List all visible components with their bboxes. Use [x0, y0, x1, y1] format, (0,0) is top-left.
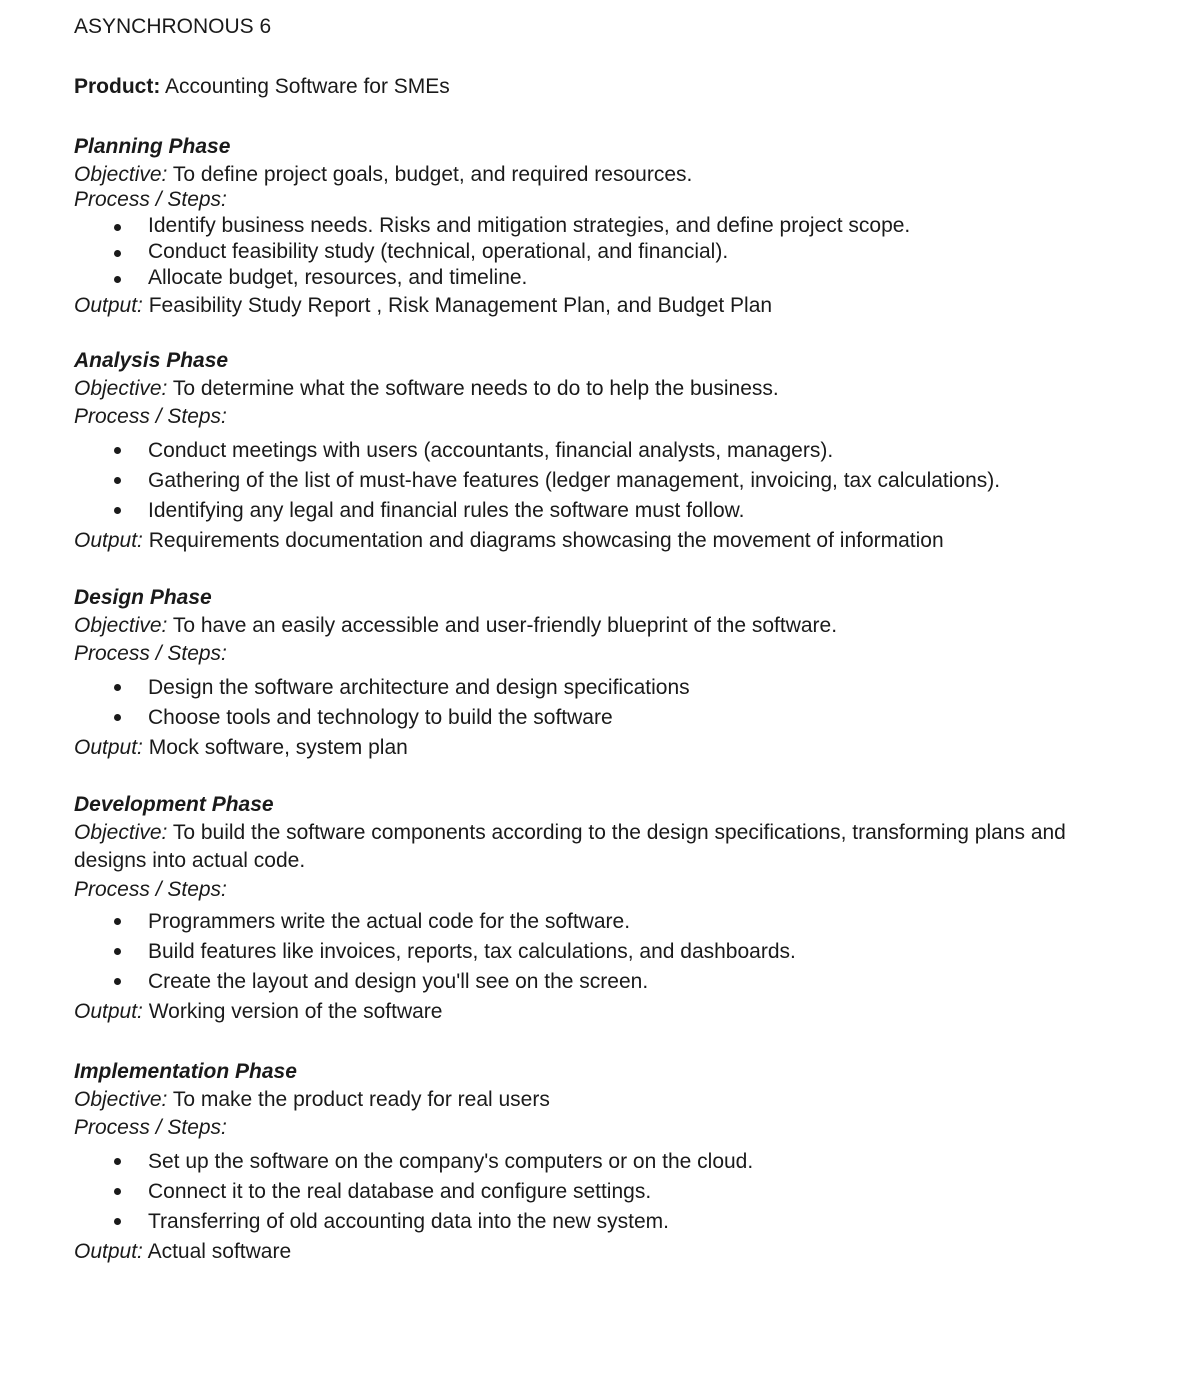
- objective-text: To define project goals, budget, and required resources.: [172, 163, 693, 186]
- section-heading: Planning Phase: [74, 135, 231, 158]
- objective-line: [74, 1086, 1134, 1115]
- objective-label: Objective:: [74, 377, 168, 400]
- section-implementation: [74, 1057, 1134, 1265]
- objective-line: [74, 612, 1134, 641]
- process-label: Process / Steps:: [74, 642, 227, 665]
- list-item: Set up the software on the company's computers or on the cloud.: [112, 1147, 1134, 1177]
- section-heading: Implementation Phase: [74, 1060, 297, 1083]
- product-value: Accounting Software for SMEs: [165, 75, 450, 98]
- objective-text: To build the software components according to the design specifications, transforming plans and designs into actual code.: [74, 821, 1066, 872]
- steps-list: [74, 213, 1134, 291]
- process-label: Process / Steps:: [74, 878, 227, 901]
- section-design: [74, 583, 1134, 761]
- output-label: Output:: [74, 294, 143, 317]
- section-heading: Design Phase: [74, 586, 212, 609]
- output-label: Output:: [74, 736, 143, 759]
- output-text: Requirements documentation and diagrams showcasing the movement of information: [148, 529, 944, 552]
- list-item: Build features like invoices, reports, tax calculations, and dashboards.: [112, 937, 1104, 967]
- list-item: Programmers write the actual code for the software.: [112, 907, 1104, 937]
- objective-label: Objective:: [74, 163, 168, 186]
- objective-line: [74, 375, 1134, 404]
- section-heading: Development Phase: [74, 793, 274, 816]
- list-item: Conduct feasibility study (technical, operational, and financial).: [112, 239, 1134, 265]
- output-line: [74, 1239, 1134, 1265]
- list-item: Conduct meetings with users (accountants, financial analysts, managers).: [112, 436, 1134, 466]
- output-line: [74, 293, 1134, 319]
- output-text: Working version of the software: [148, 1000, 443, 1023]
- objective-label: Objective:: [74, 1088, 168, 1111]
- objective-text: To make the product ready for real users: [172, 1088, 550, 1111]
- output-text: Actual software: [147, 1240, 292, 1263]
- steps-list: [74, 673, 1134, 733]
- product-label: Product:: [74, 75, 161, 98]
- steps-list: [74, 907, 1104, 997]
- objective-label: Objective:: [74, 614, 168, 637]
- section-heading: Analysis Phase: [74, 349, 229, 372]
- steps-list: [74, 436, 1134, 526]
- process-label: Process / Steps:: [74, 188, 227, 211]
- output-line: [74, 999, 1104, 1025]
- section-planning: [74, 132, 1134, 319]
- output-line: [74, 735, 1134, 761]
- list-item: Create the layout and design you'll see on the screen.: [112, 967, 1104, 997]
- process-label: Process / Steps:: [74, 1116, 227, 1139]
- list-item: Transferring of old accounting data into the new system.: [112, 1207, 1134, 1237]
- steps-list: [74, 1147, 1134, 1237]
- list-item: Identify business needs. Risks and mitigation strategies, and define project scope.: [112, 213, 1134, 239]
- output-label: Output:: [74, 1240, 143, 1263]
- objective-text: To have an easily accessible and user-friendly blueprint of the software.: [172, 614, 838, 637]
- list-item: Allocate budget, resources, and timeline.: [112, 265, 1134, 291]
- list-item: Design the software architecture and design specifications: [112, 673, 1134, 703]
- list-item: Gathering of the list of must-have features (ledger management, invoicing, tax calculations).: [112, 466, 1134, 496]
- objective-line: [74, 819, 1104, 875]
- list-item: Choose tools and technology to build the software: [112, 703, 1134, 733]
- output-text: Mock software, system plan: [148, 736, 408, 759]
- list-item: Identifying any legal and financial rules the software must follow.: [112, 496, 1134, 526]
- output-text: Feasibility Study Report , Risk Management Plan, and Budget Plan: [148, 294, 773, 317]
- objective-line: [74, 161, 1134, 187]
- list-item: Connect it to the real database and configure settings.: [112, 1177, 1134, 1207]
- objective-label: Objective:: [74, 821, 168, 844]
- output-label: Output:: [74, 1000, 143, 1023]
- process-label: Process / Steps:: [74, 405, 227, 428]
- product-line: [74, 74, 450, 100]
- output-label: Output:: [74, 529, 143, 552]
- objective-text: To determine what the software needs to do to help the business.: [172, 377, 779, 400]
- section-development: [74, 790, 1104, 1025]
- document-title: ASYNCHRONOUS 6: [74, 15, 272, 38]
- section-analysis: [74, 346, 1134, 554]
- output-line: [74, 528, 1134, 554]
